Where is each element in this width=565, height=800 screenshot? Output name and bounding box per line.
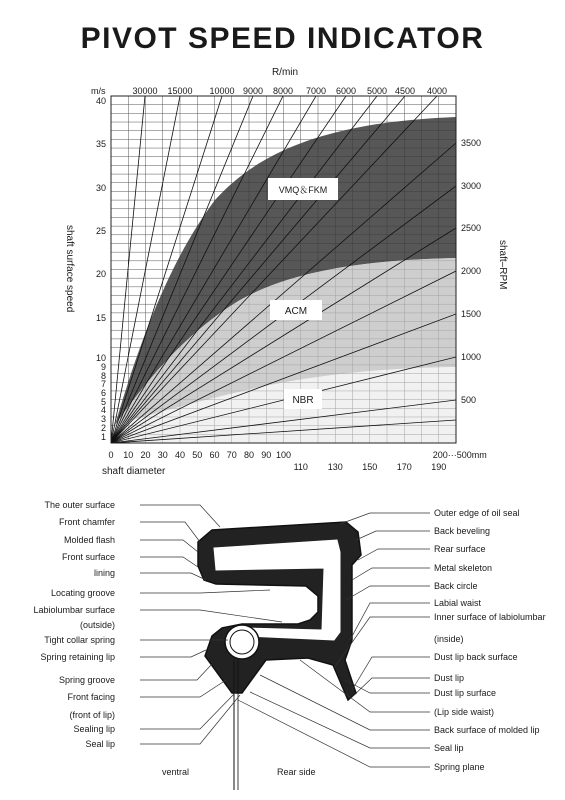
left-tick: 6 — [100, 388, 106, 398]
page-title: PIVOT SPEED INDICATOR — [80, 22, 485, 55]
left-tick: 35 — [95, 139, 106, 149]
seal-left-label: Molded flash — [63, 535, 115, 545]
top-axis-ticks — [132, 86, 447, 96]
leader-line — [140, 505, 220, 527]
leader-line — [140, 695, 240, 744]
left-tick: 4 — [100, 405, 106, 415]
left-tick: 9 — [100, 362, 106, 372]
right-tick: 500 — [461, 395, 477, 405]
right-axis-ticks — [461, 138, 481, 405]
top-tick: 4500 — [394, 86, 416, 96]
left-tick: 1 — [100, 432, 106, 442]
top-tick: 30000 — [132, 86, 158, 96]
right-tick: 1500 — [461, 309, 482, 319]
left-tick: 15 — [95, 313, 106, 323]
top-tick: 9000 — [242, 86, 264, 96]
seal-left-label: Labiolumbar surface — [33, 605, 115, 615]
right-tick: 2500 — [461, 223, 482, 233]
seal-right-label: Back surface of molded lip — [434, 725, 540, 735]
left-tick: 30 — [95, 183, 106, 193]
band-label-vmq: VMQ＆FKM — [278, 185, 328, 195]
left-axis-unit: m/s — [91, 86, 106, 96]
seal-right-label: Metal skeleton — [434, 563, 493, 573]
right-tick: 1000 — [461, 352, 482, 362]
bottom-tick: 30 — [157, 450, 168, 460]
left-axis-ticks — [96, 96, 106, 442]
leader-line — [352, 657, 430, 690]
bottom-tick: 80 — [243, 450, 255, 460]
leader-line — [140, 590, 270, 593]
bottom-tick: 40 — [174, 450, 186, 460]
seal-right-label: Back beveling — [434, 526, 491, 536]
leader-line — [340, 513, 430, 524]
seal-right-label: Seal lip — [434, 743, 464, 753]
leader-line — [238, 700, 430, 767]
left-tick: 40 — [95, 96, 106, 106]
leader-line — [352, 568, 430, 580]
seal-left-label: (front of lip) — [69, 710, 115, 720]
left-tick: 8 — [100, 371, 106, 381]
left-tick: 7 — [100, 379, 106, 389]
bottom-tick: 130 — [327, 462, 343, 472]
top-axis-title: R/min — [271, 67, 299, 78]
band-label-nbr: NBR — [292, 395, 314, 406]
bottom-tick: 10 — [123, 450, 134, 460]
top-tick: 15000 — [167, 86, 193, 96]
bottom-tick: 50 — [192, 450, 203, 460]
left-tick: 25 — [95, 226, 106, 236]
bottom-axis-title: shaft diameter — [102, 466, 166, 477]
left-tick: 3 — [100, 414, 106, 424]
leader-line — [356, 531, 430, 540]
leader-line — [140, 573, 206, 580]
seal-left-label: Seal lip — [85, 739, 115, 749]
seal-right-label: Spring plane — [434, 762, 485, 772]
leader-line — [350, 603, 430, 640]
seal-left-label: Front surface — [61, 552, 115, 562]
leader-line — [140, 692, 236, 729]
seal-left-label: Spring retaining lip — [40, 652, 115, 662]
leader-line — [346, 586, 430, 600]
bottom-tick: 60 — [209, 450, 220, 460]
seal-right-label: Back circle — [434, 581, 478, 591]
bottom-tick: 150 — [362, 462, 378, 472]
seal-left-label: Tight collar spring — [44, 635, 115, 645]
leader-line — [140, 522, 200, 542]
leader-line — [300, 660, 430, 712]
seal-right-label: Inner surface of labiolumbar — [434, 612, 546, 622]
leader-line — [345, 680, 430, 693]
left-tick: 10 — [95, 353, 106, 363]
bottom-tick: 190 — [431, 462, 447, 472]
seal-right-label: Dust lip — [434, 673, 465, 683]
seal-right-label: Labial waist — [434, 598, 482, 608]
leader-line — [140, 680, 226, 697]
seal-right-label: Dust lip back surface — [434, 652, 518, 662]
bottom-tick: 170 — [396, 462, 412, 472]
top-tick: 7000 — [305, 86, 327, 96]
leader-line — [140, 540, 198, 552]
bottom-tick: 20 — [140, 450, 151, 460]
right-tick: 3500 — [461, 138, 482, 148]
right-axis-title: shaft–RPM — [497, 240, 508, 290]
top-tick: 8000 — [272, 86, 294, 96]
seal-left-label: Sealing lip — [73, 724, 115, 734]
band-label-acm: ACM — [284, 306, 308, 317]
seal-left-label: (outside) — [79, 620, 115, 630]
top-tick: 4000 — [426, 86, 448, 96]
leader-line — [140, 664, 212, 680]
leader-line — [358, 549, 430, 560]
seal-left-label: Front facing — [67, 692, 115, 702]
top-tick: 5000 — [366, 86, 388, 96]
bottom-tick: 200···500mm — [432, 450, 487, 460]
leader-line — [140, 557, 198, 567]
seal-right-label: Rear surface — [434, 544, 486, 554]
left-tick: 20 — [95, 269, 106, 279]
left-tick: 5 — [100, 397, 106, 407]
seal-right-label: (Lip side waist) — [434, 707, 495, 717]
seal-right-label: Dust lip surface — [434, 688, 497, 698]
leader-line — [140, 610, 282, 622]
seal-right-label: (inside) — [434, 634, 464, 644]
left-axis-title: shaft surface speed — [64, 225, 75, 313]
label-ventral: ventral — [162, 767, 190, 777]
left-tick: 2 — [100, 423, 106, 433]
seal-left-label: lining — [93, 568, 115, 578]
seal-left-label: Spring groove — [58, 675, 115, 685]
bottom-tick: 90 — [261, 450, 272, 460]
top-tick: 10000 — [209, 86, 235, 96]
seal-left-label: Locating groove — [50, 588, 115, 598]
bottom-tick: 110 — [293, 462, 308, 472]
right-tick: 2000 — [461, 266, 482, 276]
leader-line — [352, 678, 430, 697]
bottom-tick: 70 — [226, 450, 237, 460]
label-rear-side: Rear side — [277, 767, 316, 777]
seal-right-label: Outer edge of oil seal — [434, 508, 520, 518]
bottom-tick: 100 — [275, 450, 292, 460]
right-tick: 3000 — [461, 181, 482, 191]
seal-left-label: Front chamfer — [58, 517, 115, 527]
seal-left-label: The outer surface — [44, 500, 115, 510]
top-tick: 6000 — [335, 86, 357, 96]
bottom-tick: 0 — [108, 450, 114, 460]
leader-line — [140, 650, 206, 657]
